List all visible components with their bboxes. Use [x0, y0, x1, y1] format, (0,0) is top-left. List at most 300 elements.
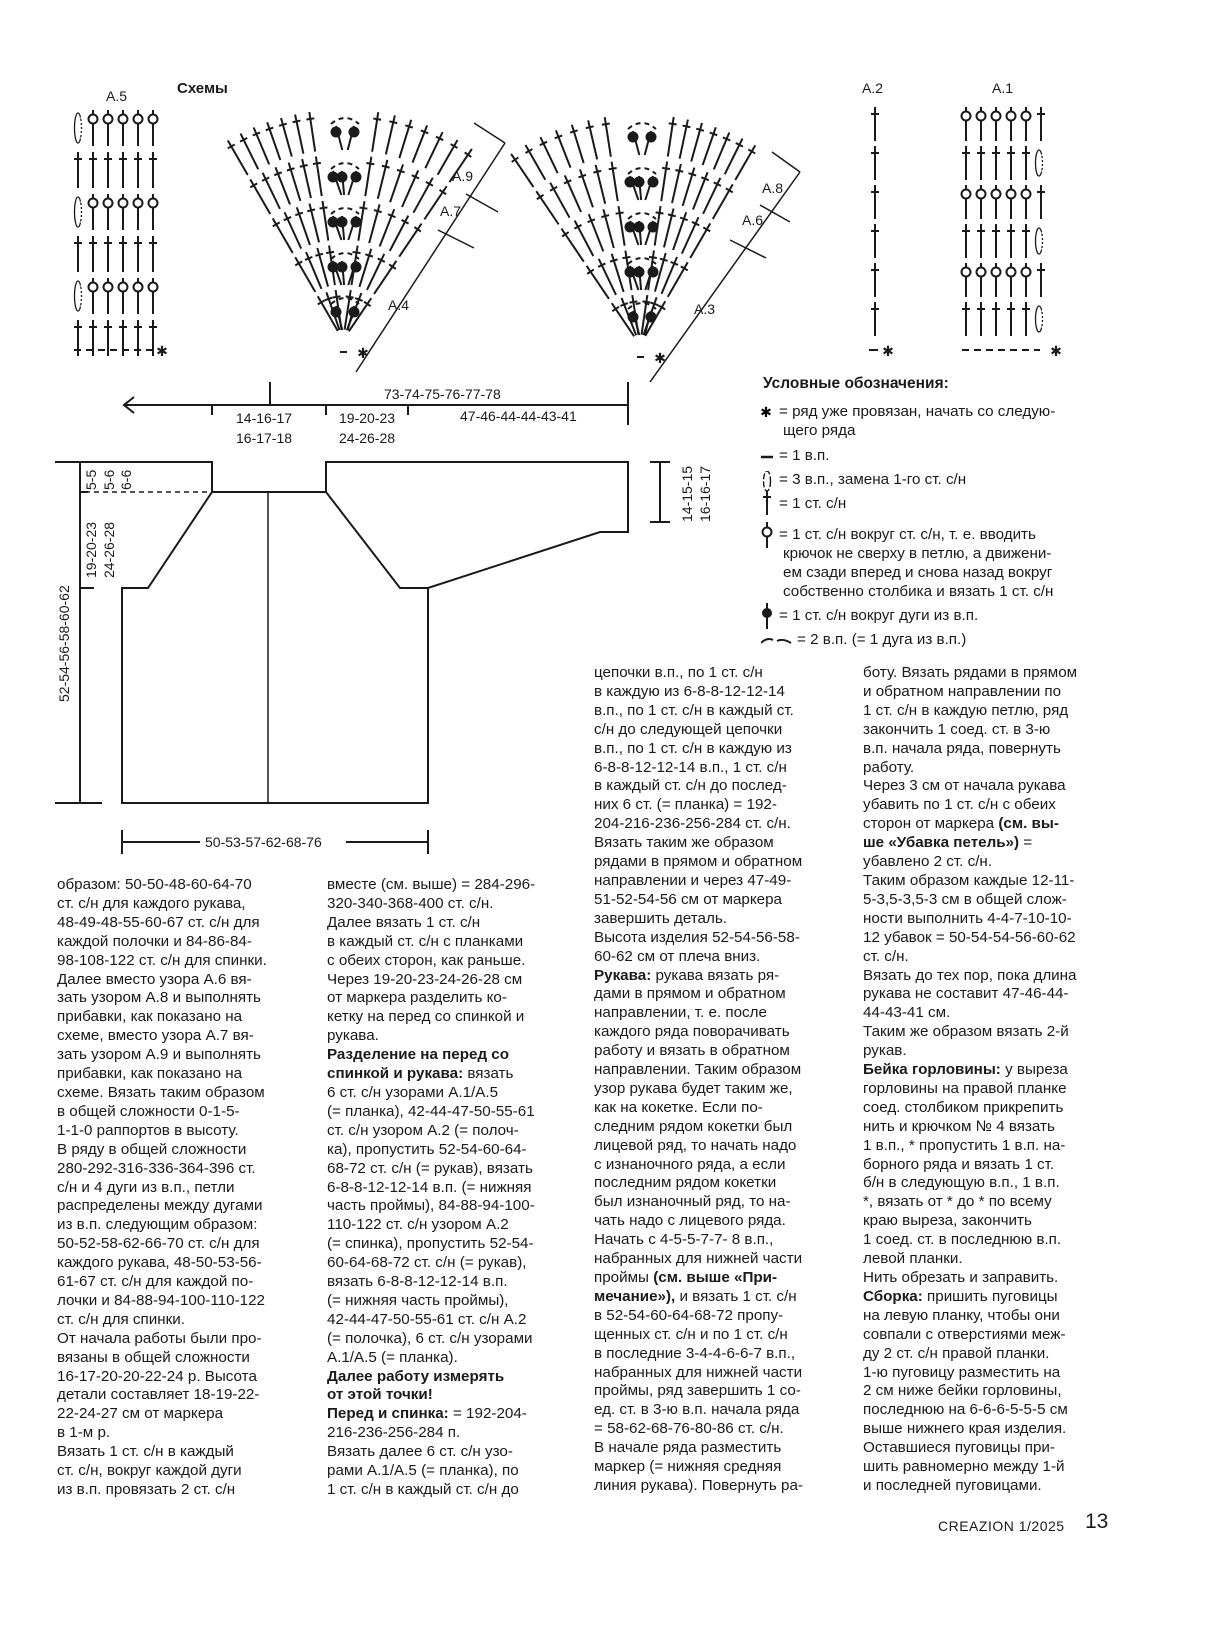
double-crochet-symbol [89, 236, 97, 272]
text-line: из в.п. провязать 2 ст. с/н [57, 1481, 236, 1498]
double-crochet-symbol [312, 156, 326, 197]
legend-text: = 3 в.п., замена 1-го ст. с/н [779, 471, 967, 488]
stitch-around-arc-symbol [645, 131, 657, 155]
text-line: левой планки. [863, 1250, 963, 1268]
bold-heading-text: ше «Убавка петель») [863, 834, 1020, 852]
double-crochet-symbol [595, 257, 619, 297]
text-line: и последней пуговицами. [863, 1476, 1042, 1494]
double-crochet-symbol [699, 126, 720, 166]
text-line: в общей сложности 0-1-5- [57, 1102, 240, 1120]
double-crochet-symbol [977, 146, 985, 180]
double-crochet-symbol [962, 302, 970, 336]
text-line: 320-340-368-400 ст. с/н. [327, 894, 494, 912]
text-line [863, 815, 1123, 834]
double-crochet-symbol [396, 119, 415, 160]
double-crochet-symbol [119, 236, 127, 272]
text-line: детали составляет 18-19-22- [57, 1386, 260, 1404]
text-line: Далее вязать 1 ст. с/н [327, 913, 481, 931]
double-crochet-symbol [149, 152, 157, 188]
magazine-issue: CREAZION 1/2025 [938, 1518, 1065, 1534]
text-line: ст. с/н, вокруг каждой дуги [57, 1462, 242, 1480]
text-line: Вязать далее 6 ст. с/н узо- [327, 1443, 513, 1461]
double-crochet-symbol [247, 177, 274, 216]
post-stitch-symbol [977, 263, 986, 297]
text-line: в каждый ст. с/н до послед- [594, 777, 787, 795]
text-line: вместе (см. выше) = 284-296- [327, 876, 536, 893]
post-stitch-symbol [149, 278, 158, 314]
chart-label-a9: A.9 [452, 168, 474, 184]
legend-text: = 1 в.п. [779, 447, 830, 464]
stitch-around-arc-symbol [348, 126, 360, 150]
double-crochet-symbol [1022, 302, 1030, 336]
text-line: ст. с/н. [863, 947, 909, 965]
chart-label-a5: A.5 [106, 88, 128, 104]
text-line: в.п. начала ряда, повернуть [863, 739, 1061, 757]
double-crochet-symbol [396, 221, 425, 259]
double-crochet-symbol [584, 120, 601, 161]
sleeve-width-label-2: 16-16-17 [697, 465, 713, 522]
double-crochet-symbol [382, 115, 399, 156]
double-crochet-icon [761, 491, 775, 523]
text-line: 1-1-0 раппортов в высоту. [57, 1121, 239, 1139]
text-line: 204-216-236-256-284 ст. с/н. [594, 815, 791, 833]
text-segment: у выреза [1000, 1061, 1068, 1079]
double-crochet-symbol [568, 124, 587, 165]
text-line: 60-64-68-72 ст. с/н (= рукав), [327, 1254, 527, 1272]
yoke-width-label-1: 19-20-23 [339, 410, 396, 426]
post-stitch-symbol [992, 263, 1001, 297]
post-stitch-symbol [1022, 263, 1031, 297]
text-line: каждого ряда поворачивать [594, 1023, 790, 1041]
post-stitch-symbol [992, 107, 1001, 141]
text-line: рядами в прямом и обратном [594, 853, 803, 871]
text-line [863, 1288, 1123, 1307]
double-crochet-symbol [422, 130, 446, 170]
double-crochet-symbol [871, 185, 879, 219]
turning-chain-symbol [1036, 306, 1043, 332]
text-line [863, 834, 1123, 853]
text-line: на левую планку, чтобы они [863, 1306, 1060, 1324]
stitch-around-arc-symbol [645, 176, 658, 200]
text-line: рукав. [863, 1042, 907, 1060]
double-crochet-symbol [871, 107, 879, 141]
text-line: схеме, вместо узора А.7 вя- [57, 1027, 254, 1045]
text-line: 61-67 ст. с/н для каждой по- [57, 1273, 254, 1291]
text-line: 98-108-122 ст. с/н для спинки. [57, 951, 267, 969]
text-line: совпали с отверстиями меж- [863, 1325, 1066, 1343]
text-line: убавлено 2 ст. с/н. [863, 853, 993, 871]
double-crochet-symbol [269, 216, 296, 255]
double-crochet-symbol [732, 143, 759, 182]
double-crochet-symbol [871, 302, 879, 336]
double-crochet-symbol [977, 302, 985, 336]
double-crochet-symbol [992, 224, 1000, 258]
star-icon: ✱ [156, 343, 168, 359]
star-icon [761, 403, 775, 435]
garment-body-outline [122, 492, 428, 803]
neck-depth-label-1: 5-5 [83, 469, 99, 490]
text-line: направлении. Таким образом [594, 1061, 802, 1079]
text-line: Через 3 см от начала рукава [863, 777, 1066, 795]
text-line: проймы, ряд завершить 1 со- [594, 1382, 801, 1400]
text-line: лицевой ряд, то начать надо [594, 1136, 797, 1154]
post-stitch-symbol [1007, 185, 1016, 219]
double-crochet-symbol [992, 302, 1000, 336]
text-line: 68-72 ст. с/н (= рукав), вязать [327, 1159, 533, 1177]
chain-arc-symbol [628, 168, 656, 174]
charts-heading: Схемы [177, 80, 228, 97]
text-line: от маркера разделить ко- [327, 989, 507, 1007]
post-stitch-symbol [977, 107, 986, 141]
chart-label-a2: A.2 [862, 80, 884, 96]
bold-heading-text: Далее работу измерять [327, 1367, 505, 1385]
text-line: рукава не составит 47-46-44- [863, 985, 1069, 1003]
text-line: из в.п. следующим образом: [57, 1216, 258, 1234]
post-stitch-symbol [119, 110, 128, 146]
turning-chain-symbol [1036, 228, 1043, 254]
text-line: 12 убавок = 50-54-54-56-60-62 [863, 928, 1076, 946]
text-line [863, 1061, 1123, 1080]
text-line: закончить 1 соед. ст. в 3-ю [863, 720, 1051, 738]
bold-heading-text: (см. выше «При- [653, 1269, 778, 1286]
text-line: 1 в.п., * пропустить 1 в.п. на- [863, 1136, 1066, 1154]
double-crochet-symbol [962, 146, 970, 180]
double-crochet-symbol [608, 161, 622, 202]
text-line: цепочки в.п., по 1 ст. с/н [594, 664, 763, 681]
double-crochet-symbol [600, 208, 618, 249]
text-line: Далее вместо узора А.6 вя- [57, 970, 252, 988]
legend-text: = ряд уже провязан, начать со следую- [779, 403, 1056, 420]
text-line: А.1/А.5 (= планка). [327, 1348, 458, 1366]
text-line: маркер (= нижняя средняя [594, 1458, 782, 1476]
double-crochet-symbol [363, 252, 387, 292]
text-line [327, 1386, 587, 1405]
text-line: 1 соед. ст. в последнюю в.п. [863, 1231, 1062, 1249]
neck-depth-label-2: 5-6 [101, 469, 117, 490]
text-line [594, 1288, 854, 1307]
text-line: линия рукава). Повернуть ра- [594, 1476, 803, 1494]
text-line: (= нижняя часть проймы), [327, 1291, 509, 1309]
text-line: ду 2 ст. с/н правой планки. [863, 1344, 1050, 1362]
text-line: последнюю на 6-6-6-5-5-5 см [863, 1401, 1068, 1419]
text-segment: и вязать 1 ст. с/н [675, 1287, 797, 1305]
turning-chain-symbol [75, 281, 82, 311]
bold-heading-text: от этой точки! [327, 1386, 433, 1404]
text-line: 1 ст. с/н в каждую петлю, ряд [863, 701, 1069, 719]
text-line: каждого рукава, 48-50-53-56- [57, 1254, 262, 1272]
text-line: Нить обрезать и заправить. [863, 1269, 1059, 1286]
double-crochet-symbol [263, 121, 284, 161]
double-crochet-symbol [1007, 302, 1015, 336]
double-crochet-symbol [281, 211, 305, 251]
post-stitch-symbol [149, 194, 158, 230]
double-crochet-symbol [601, 117, 615, 158]
double-crochet-symbol [371, 259, 400, 297]
text-line: (= полочка), 6 ст. с/н узорами [327, 1329, 533, 1347]
chain-arc-symbol [331, 163, 359, 169]
double-crochet-symbol [119, 152, 127, 188]
stitch-around-arc-symbol [348, 261, 361, 285]
post-stitch-symbol [1022, 185, 1031, 219]
text-line: 60-62 см от плеча вниз. [594, 947, 761, 965]
text-line: прибавки, как показано на [57, 1065, 243, 1083]
legend-title: Условные обозначения: [763, 375, 949, 392]
text-line: чать надо с лицевого ряда. [594, 1212, 786, 1230]
text-line: В начале ряда разместить [594, 1439, 782, 1457]
bold-heading-text: (см. вы- [998, 815, 1059, 833]
double-crochet-symbol [305, 111, 319, 152]
text-line: 5-3,5-3,5-3 см в общей слож- [863, 890, 1067, 908]
text-line [327, 1065, 587, 1084]
text-line: соед. столбиком прикрепить [863, 1098, 1064, 1116]
text-line: Начать с 4-5-5-7-7- 8 в.п., [594, 1231, 774, 1249]
text-line: Таким образом каждые 12-11- [863, 871, 1075, 889]
double-crochet-symbol [687, 221, 714, 260]
text-line: вязаны в общей сложности [57, 1348, 250, 1366]
text-line: 1-ю пуговицу разместить на [863, 1363, 1061, 1381]
text-line: 1 ст. с/н в каждый ст. с/н до [327, 1481, 519, 1498]
sleeve-width-label-1: 14-15-15 [679, 465, 695, 522]
double-crochet-symbol [74, 152, 82, 188]
star-icon: ✱ [357, 345, 369, 361]
post-stitch-symbol [992, 185, 1001, 219]
post-stitch-icon [761, 522, 775, 554]
legend-text: собственно столбика и вязать 1 ст. с/н [783, 583, 1054, 600]
chart-a2 [869, 107, 894, 359]
double-crochet-symbol [871, 263, 879, 297]
yoke-width-label-2: 24-26-28 [339, 430, 396, 446]
text-line: *, вязать от * до * по всему [863, 1193, 1052, 1211]
text-line: образом: 50-50-48-60-64-70 [57, 876, 252, 893]
text-line: горловины на правой планке [863, 1079, 1067, 1097]
double-crochet-symbol [871, 146, 879, 180]
text-line: в 52-54-60-64-68-72 пропу- [594, 1306, 784, 1324]
text-segment: проймы [594, 1269, 654, 1286]
text-line [327, 1046, 587, 1065]
post-stitch-symbol [89, 278, 98, 314]
double-crochet-symbol [368, 112, 382, 153]
double-crochet-symbol [149, 236, 157, 272]
text-line: 280-292-316-336-364-396 ст. [57, 1159, 256, 1177]
double-crochet-symbol [1037, 263, 1045, 297]
chart-label-a4: A.4 [388, 297, 410, 313]
post-stitch-symbol [149, 110, 158, 146]
double-crochet-symbol [558, 226, 587, 264]
post-stitch-symbol [104, 278, 113, 314]
double-crochet-symbol [1022, 146, 1030, 180]
text-line: вязать 6-8-8-12-12-14 в.п. [327, 1273, 508, 1291]
text-line: в каждый ст. с/н с планками [327, 932, 524, 950]
text-line: 16-17-20-20-22-24 р. Высота [57, 1367, 257, 1385]
text-line [594, 967, 854, 986]
text-line: распределены между дугами [57, 1197, 263, 1215]
double-crochet-symbol [365, 203, 383, 244]
double-crochet-symbol [361, 156, 375, 197]
double-crochet-symbol [386, 163, 407, 203]
double-crochet-symbol [1037, 185, 1045, 219]
text-line: в.п., по 1 ст. с/н в каждую из [594, 739, 792, 757]
bold-heading-text: Сборка: [863, 1287, 923, 1305]
text-line: 2 см ниже бейки горловины, [863, 1382, 1062, 1400]
text-line: Вязать до тех пор, пока длина [863, 966, 1077, 984]
post-stitch-symbol [962, 185, 971, 219]
yoke-depth-label-1: 19-20-23 [83, 521, 99, 578]
text-line: краю выреза, закончить [863, 1212, 1032, 1230]
text-line: работу. [863, 758, 915, 776]
text-line: дами в прямом и обратном [594, 985, 786, 1003]
double-crochet-symbol [676, 119, 692, 160]
text-line: ед. ст. в 3-ю в.п. начала ряда [594, 1401, 800, 1419]
garment-outline [55, 462, 628, 588]
text-line: б/н в следующую в.п., 1 в.п. [863, 1174, 1060, 1192]
total-width-label: 73-74-75-76-77-78 [384, 386, 501, 402]
text-line: В ряду в общей сложности [57, 1140, 247, 1158]
bold-heading-text: спинкой и рукава: [327, 1065, 464, 1083]
post-stitch-symbol [977, 185, 986, 219]
text-line: направлении и через 47-49- [594, 871, 792, 889]
post-stitch-symbol [962, 107, 971, 141]
page-number: 13 [1085, 1510, 1109, 1533]
double-crochet-symbol [298, 158, 315, 199]
text-line: каждой полочки и 84-86-84- [57, 932, 252, 950]
chart-a5 [74, 110, 168, 359]
yoke-depth-label-2: 24-26-28 [101, 521, 117, 578]
post-stitch-symbol [104, 194, 113, 230]
text-line: рукава. [327, 1027, 379, 1045]
double-crochet-symbol [134, 152, 142, 188]
text-line [594, 1269, 854, 1288]
double-crochet-symbol [1007, 224, 1015, 258]
double-crochet-symbol [977, 224, 985, 258]
text-line: Через 19-20-23-24-26-28 см [327, 970, 523, 988]
post-stitch-symbol [134, 110, 143, 146]
bold-heading-text: Разделение на перед со [327, 1046, 510, 1064]
text-line: убавить по 1 ст. с/н с обеих [863, 796, 1056, 814]
star-icon: ✱ [654, 350, 666, 366]
text-line: как на кокетке. Если по- [594, 1098, 763, 1116]
neck-width-label-1: 14-16-17 [236, 410, 293, 426]
double-crochet-symbol [678, 216, 702, 256]
double-crochet-symbol [374, 159, 391, 200]
text-line: в последние 3-4-4-6-6-7 в.п., [594, 1344, 796, 1362]
legend-text: ем сзади вперед и снова назад вокруг [783, 564, 1053, 581]
text-line: От начала работы были про- [57, 1329, 262, 1347]
symbol-legend [761, 375, 1123, 648]
text-line: борного ряда и вязать 1 ст. [863, 1155, 1055, 1173]
legend-text: крючок не сверху в петлю, а движени- [783, 545, 1052, 562]
chart-a1 [962, 107, 1062, 359]
stitch-around-arc-symbol [348, 171, 361, 195]
text-line [327, 1405, 587, 1424]
chain-arc-symbol [331, 298, 359, 304]
text-line: следним рядом кокетки был [594, 1117, 793, 1135]
body-width-label: 50-53-57-62-68-76 [205, 834, 322, 850]
text-line: Высота изделия 52-54-56-58- [594, 928, 800, 946]
text-column-4 [863, 664, 1123, 1496]
turning-chain-symbol [75, 113, 82, 143]
text-column-3 [594, 664, 854, 1496]
svg-text:✱: ✱ [761, 404, 772, 420]
double-crochet-symbol [709, 182, 736, 221]
text-segment: = [1019, 834, 1033, 852]
turning-chain-symbol [75, 197, 82, 227]
double-crochet-symbol [592, 164, 609, 205]
bold-heading-text: Перед и спинка: [327, 1405, 449, 1423]
text-line: и обратном направлении по [863, 682, 1062, 700]
text-line: 216-236-256-284 п. [327, 1424, 461, 1442]
text-line: кетку на перед со спинкой и [327, 1008, 525, 1026]
text-line: Таким же образом вязать 2-й [863, 1023, 1069, 1041]
chain-arc-symbol [331, 208, 359, 214]
double-crochet-symbol [552, 129, 574, 169]
double-crochet-symbol [104, 236, 112, 272]
text-line: боту. Вязать рядами в прямом [863, 664, 1078, 681]
post-stitch-symbol [104, 110, 113, 146]
legend-text: = 2 в.п. (= 1 дуга из в.п.) [797, 631, 967, 648]
double-crochet-symbol [302, 250, 325, 290]
text-line: 22-24-27 см от маркера [57, 1405, 224, 1423]
text-column-1 [57, 876, 317, 1500]
text-line: (= спинка), пропустить 52-54- [327, 1235, 534, 1253]
post-stitch-symbol [962, 263, 971, 297]
neck-width-label-2: 16-17-18 [236, 430, 293, 446]
text-line: ка), пропустить 52-54-60-64- [327, 1140, 527, 1158]
text-line: набранных для нижней части [594, 1250, 803, 1268]
text-line: выше нижнего края изделия. [863, 1420, 1067, 1438]
double-crochet-symbol [583, 264, 612, 302]
text-line: 48-49-48-55-60-67 ст. с/н для [57, 913, 260, 931]
text-line [327, 1368, 587, 1387]
text-line: схеме. Вязать таким образом [57, 1083, 265, 1101]
text-line: ст. с/н узором А.2 (= полоч- [327, 1121, 519, 1139]
text-segment: рукава вязать ря- [651, 966, 780, 984]
double-crochet-symbol [537, 135, 561, 175]
post-stitch-symbol [1007, 263, 1016, 297]
garment-schematic [55, 382, 670, 854]
text-line: (= планка), 42-44-47-50-55-61 [327, 1102, 535, 1120]
text-line: с изнаночного ряда, а если [594, 1155, 786, 1173]
stitch-around-arc-symbol [645, 311, 657, 335]
text-line: ст. с/н для спинки. [57, 1310, 185, 1328]
double-crochet-symbol [992, 146, 1000, 180]
post-stitch-symbol [119, 278, 128, 314]
stitch-around-arc-symbol [331, 126, 343, 150]
post-stitch-symbol [134, 194, 143, 230]
text-line: 42-44-47-50-55-61 ст. с/н А.2 [327, 1310, 527, 1328]
text-line: нить и крючком № 4 вязать [863, 1117, 1055, 1135]
text-line: Вязать таким же образом [594, 834, 774, 852]
text-line: шить равномерно между 1-й [863, 1458, 1065, 1476]
text-line: лочки и 84-88-94-100-110-122 [57, 1291, 265, 1309]
text-line: 50-52-58-62-66-70 ст. с/н для [57, 1235, 260, 1253]
double-crochet-symbol [657, 161, 671, 202]
text-line: Оставшиеся пуговицы при- [863, 1439, 1055, 1457]
double-crochet-symbol [1022, 224, 1030, 258]
double-crochet-symbol [576, 168, 597, 208]
post-stitch-symbol [1007, 107, 1016, 141]
text-line: завершить деталь. [594, 909, 727, 927]
text-line: набранных для нижней части [594, 1363, 803, 1381]
legend-text: = 1 ст. с/н вокруг дуги из в.п. [779, 607, 979, 624]
text-segment: вязать [463, 1065, 514, 1083]
chart-label-a7: A.7 [440, 203, 462, 219]
text-line: = 58-62-68-76-80-86 ст. с/н. [594, 1420, 784, 1438]
text-line: рами А.1/А.5 (= планка), по [327, 1462, 519, 1480]
double-crochet-symbol [664, 116, 678, 157]
legend-text: = 1 ст. с/н вокруг ст. с/н, т. е. вводить [779, 526, 1036, 543]
text-line: 6-8-8-12-12-14 в.п., 1 ст. с/н [594, 758, 787, 776]
text-line: направлении, т. е. после [594, 1004, 767, 1022]
